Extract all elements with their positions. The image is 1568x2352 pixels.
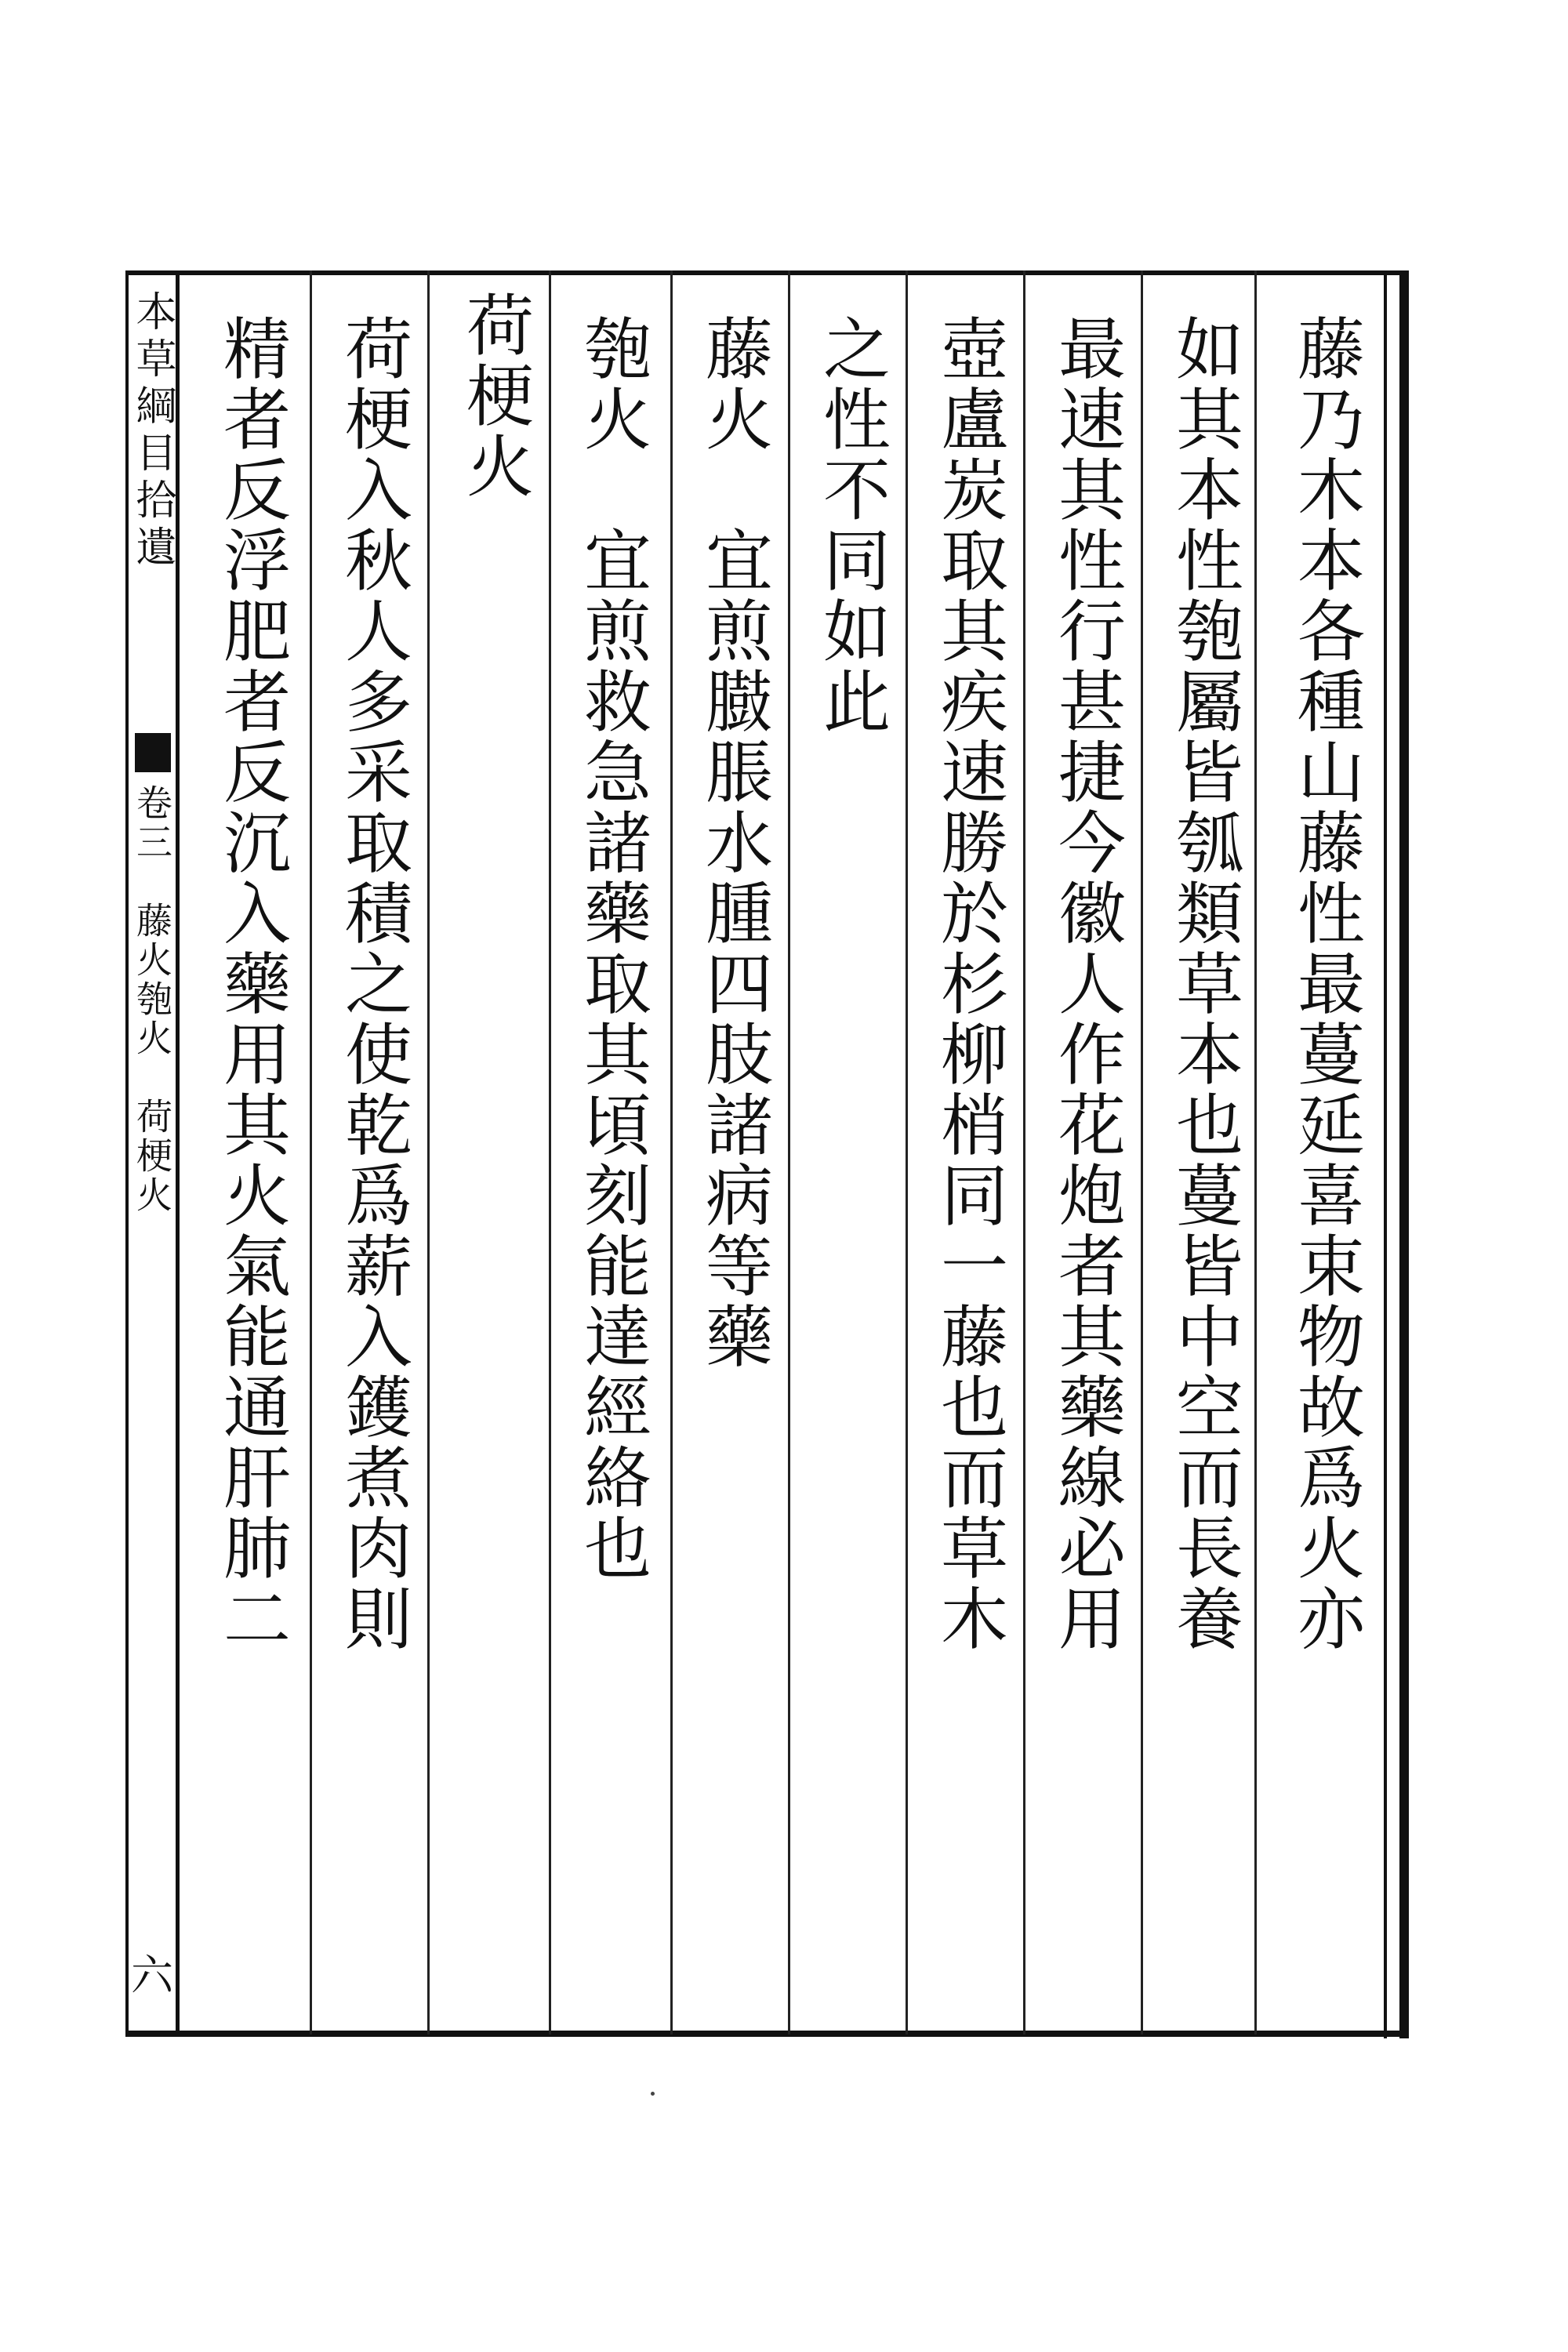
column-rule <box>1141 270 1143 2034</box>
fishtail-mark <box>135 733 171 772</box>
text-column: 如其本性匏屬皆瓠類草本也蔓皆中空而長養 <box>1164 314 1243 1654</box>
column-rule <box>1023 270 1025 2034</box>
border-bottom <box>125 2031 1409 2037</box>
column-rule <box>549 270 551 2034</box>
border-top <box>125 270 1409 275</box>
section-heading: 荷梗火 <box>455 290 533 502</box>
page-number: 六 <box>131 1951 173 2000</box>
section-label: 卷三 藤火匏火 荷梗火 <box>131 784 173 1215</box>
column-rule <box>906 270 908 2034</box>
text-column: 精者反浮肥者反沉入藥用其火氣能通肝肺二 <box>212 314 290 1654</box>
folio-divider <box>176 270 180 2034</box>
text-column: 藤乃木本各種山藤性最蔓延喜束物故爲火亦 <box>1286 314 1364 1654</box>
column-rule <box>788 270 790 2034</box>
ink-speck <box>651 2092 655 2096</box>
column-rule <box>1254 270 1257 2034</box>
text-column: 荷梗入秋人多采取積之使乾爲薪入鑊煮肉則 <box>333 314 412 1654</box>
text-column: 匏火 宜煎救急諸藥取其頃刻能達經絡也 <box>572 314 651 1584</box>
text-column: 藤火 宜煎臌脹水腫四肢諸病等藥 <box>694 314 772 1372</box>
column-rule <box>310 270 312 2034</box>
text-column: 之性不同如此 <box>811 314 890 737</box>
column-rule <box>670 270 673 2034</box>
border-right-thin <box>1384 270 1387 2038</box>
column-rule <box>427 270 430 2034</box>
border-right-thick <box>1399 270 1409 2038</box>
text-column: 壺盧炭取其疾速勝於杉柳梢同一藤也而草木 <box>929 314 1007 1654</box>
text-column: 最速其性行甚捷今徽人作花炮者其藥線必用 <box>1047 314 1125 1654</box>
book-title: 本草綱目拾遺 <box>129 290 176 572</box>
